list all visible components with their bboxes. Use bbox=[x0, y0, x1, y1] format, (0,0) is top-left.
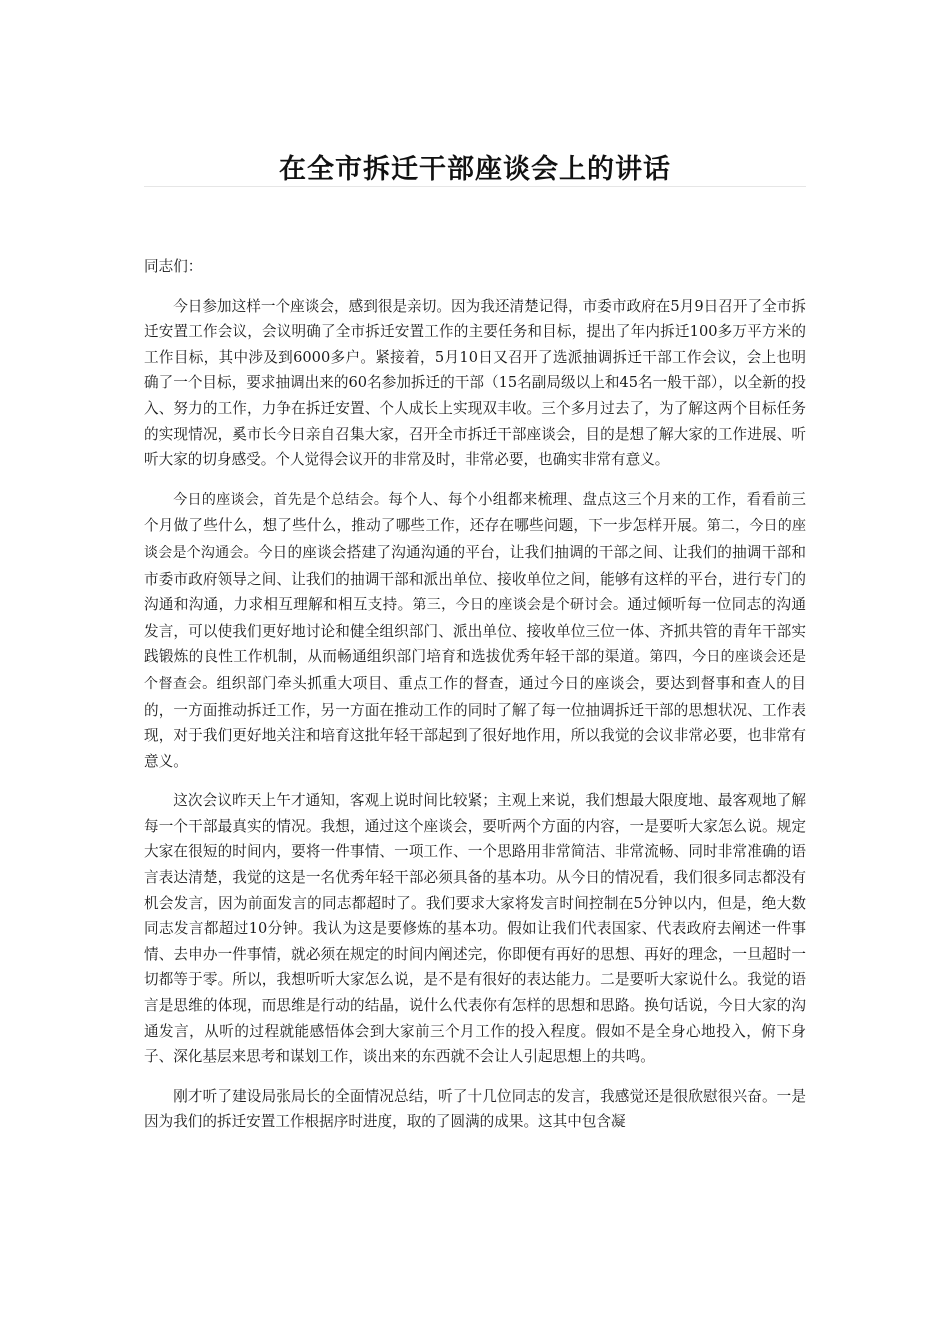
paragraph-4 bbox=[144, 1084, 806, 1135]
paragraph-2 bbox=[144, 487, 806, 775]
paragraph-text: 通过倾听每一位同志的沟通发言，可以使我们更好地讨论和健全组织部门、派出单位、接收单位三位一体、齐抓共管的青年干部实践锻炼的良性工作机制，从而畅通组织部门培育和选拔优秀年轻干部的渠道。 bbox=[144, 596, 806, 666]
paragraph-text: 刚才听了建设局张局长的全面情况总结，听了十几位同志的发言，我感觉还是很欣慰很兴奋。一是因为我们的拆迁安置工作根据序时进度，取的了圆满的成果。这其中包含凝 bbox=[144, 1087, 806, 1131]
title-divider bbox=[144, 186, 806, 187]
emphasis-heading: 第二，今日的座谈会是个沟通会。 bbox=[144, 518, 806, 561]
paragraph-3 bbox=[144, 788, 806, 1070]
paragraph-text: 组织部门牵头抓重大项目、重点工作的督查，通过今日的座谈会，要达到督事和查人的目的，一方面推动拆迁工作，另一方面在推动工作的同时了解了每一位抽调拆迁干部的思想状况、工作表现，对于我们更好地关注和培育这批年轻干部起到了很好地作用，所以我觉的会议非常必要，也非常有意义。 bbox=[144, 674, 806, 770]
paragraph-text: 每个人、每个小组都来梳理、盘点这三个月来的工作，看看前三个月做了些什么，想了些什么，推动了哪些工作，还存在哪些问题，下一步怎样开展。 bbox=[144, 490, 806, 535]
emphasis-heading: 第三，今日的座谈会是个研讨会。 bbox=[412, 597, 628, 614]
paragraph-text: 今日的座谈会搭建了沟通沟通的平台，让我们抽调的干部之间、让我们的抽调干部和市委市政府领导之间、让我们的抽调干部和派出单位、接收单位之间，能够有这样的平台，进行专门的沟通和沟通，力求相互理解和相互支持。 bbox=[144, 543, 806, 614]
document-page bbox=[144, 0, 806, 1344]
emphasis-heading: 第四，今日的座谈会还是个督查会。 bbox=[144, 649, 806, 692]
paragraph-1 bbox=[144, 294, 806, 473]
document-title: 在全市拆迁干部座谈会上的讲话 bbox=[279, 154, 671, 186]
emphasis-heading: 今日的座谈会，首先是个总结会。 bbox=[173, 491, 389, 508]
paragraph-text: 这次会议昨天上午才通知，客观上说时间比较紧；主观上来说，我们想最大限度地、最客观地了解每一个干部最真实的情况。我想，通过这个座谈会，要听两个方面的内容，一是要听大家怎么说。规定大家在很短的时间内，要将一件事情、一项工作、一个思路用非常简洁、非常流畅、同时非常准确的语言表达清楚，我觉的这是一名优秀年轻干部必须具备的基本功。从今日的情况看，我们很多同志都没有机会发言，因为前面发言的同志都超时了。我们要求大家将发言时间控制在5分钟以内，但是，绝大数同志发言都超过10分钟。我认为这是要修炼的基本功。假如让我们代表国家、代表政府去阐述一件事情、去申办一件事情，就必须在规定的时间内阐述完，你即便有再好的思想、再好的理念，一旦超时一切都等于零。所以，我想听听大家怎么说，是不是有很好的表达能力。二是要听大家说什么。我觉的语言是思维的体现，而思维是行动的结晶，说什么代表你有怎样的思想和思路。换句话说，今日大家的沟通发言，从听的过程就能感悟体会到大家前三个月工作的投入程度。假如不是全身心地投入，俯下身子、深化基层来思考和谋划工作，谈出来的东西就不会让人引起思想上的共鸣。 bbox=[144, 792, 806, 1066]
paragraph-text: 今日参加这样一个座谈会，感到很是亲切。因为我还清楚记得，市委市政府在5月9日召开了全市拆迁安置工作会议，会议明确了全市拆迁安置工作的主要任务和目标，提出了年内拆迁100多万平方米的工作目标，其中涉及到6000多户。紧接着，5月10日又召开了选派抽调拆迁干部工作会议，会上也明确了一个目标，要求抽调出来的60名参加拆迁的干部（15名副局级以上和45名一般干部），以全新的投入、努力的工作，力争在拆迁安置、个人成长上实现双丰收。三个多月过去了，为了解这两个目标任务的实现情况，奚市长今日亲自召集大家，召开全市拆迁干部座谈会，目的是想了解大家的工作进展、听听大家的切身感受。个人觉得会议开的非常及时，非常必要，也确实非常有意义。 bbox=[144, 297, 806, 469]
document-body bbox=[144, 254, 806, 1149]
salutation: 同志们： bbox=[144, 258, 203, 275]
